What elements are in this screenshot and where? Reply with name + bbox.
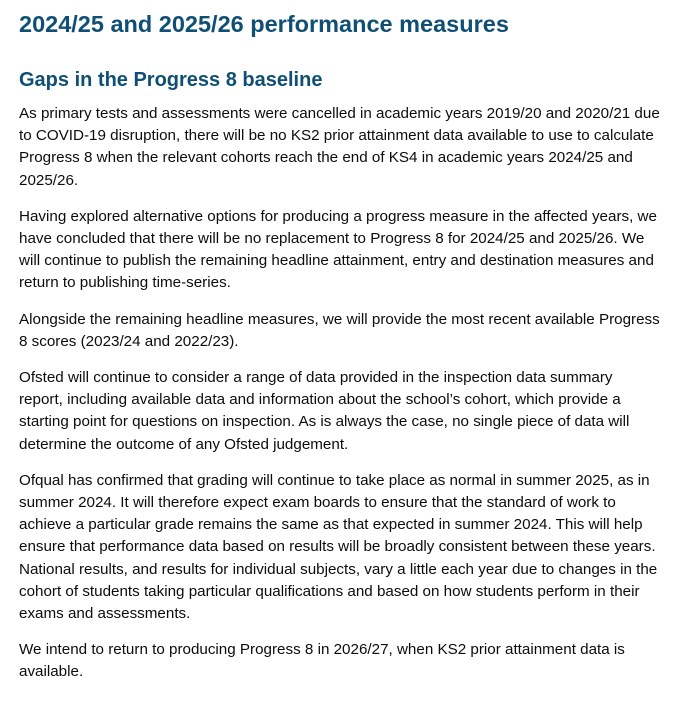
paragraph-recent-scores: Alongside the remaining headline measures, we will provide the most recent available Progress 8 scores (2023/24 and 2022/23). xyxy=(19,310,660,350)
paragraph-return-progress-8: We intend to return to producing Progress 8 in 2026/27, when KS2 prior attainment data is available. xyxy=(19,641,625,681)
paragraph-ofsted: Ofsted will continue to consider a range of data provided in the inspection data summary report, including available data and information about the school’s cohort, which provide a starting point for questions on inspection. As is always the case, no single piece of data will determine the outcome of any Ofsted judgement. xyxy=(19,369,630,453)
paragraph-no-replacement: Having explored alternative options for producing a progress measure in the affected years, we have concluded that there will be no replacement to Progress 8 for 2024/25 and 2025/26. We will continue to publish the remaining headline attainment, entry and destination measures and return to publishing time-series. xyxy=(19,207,657,292)
section-heading: Gaps in the Progress 8 baseline xyxy=(19,69,323,91)
page-title: 2024/25 and 2025/26 performance measures xyxy=(19,11,509,37)
paragraph-ks2-cancellation: As primary tests and assessments were cancelled in academic years 2019/20 and 2020/21 due to COVID-19 disruption, there will be no KS2 prior attainment data available to use to calculate Progress 8 when the relevant cohorts reach the end of KS4 in academic years 2024/25 and 2025/26. xyxy=(19,105,660,189)
paragraph-ofqual: Ofqual has confirmed that grading will continue to take place as normal in summer 2025, as in summer 2024. It will therefore expect exam boards to ensure that the standard of work to achieve a particular grade remains the same as that expected in summer 2024. This will help ensure that performance data based on results will be broadly consistent between these years. National results, and results for individual subjects, vary a little each year due to changes in the cohort of students taking particular qualifications and based on how students perform in their exams and assessments. xyxy=(19,471,658,623)
